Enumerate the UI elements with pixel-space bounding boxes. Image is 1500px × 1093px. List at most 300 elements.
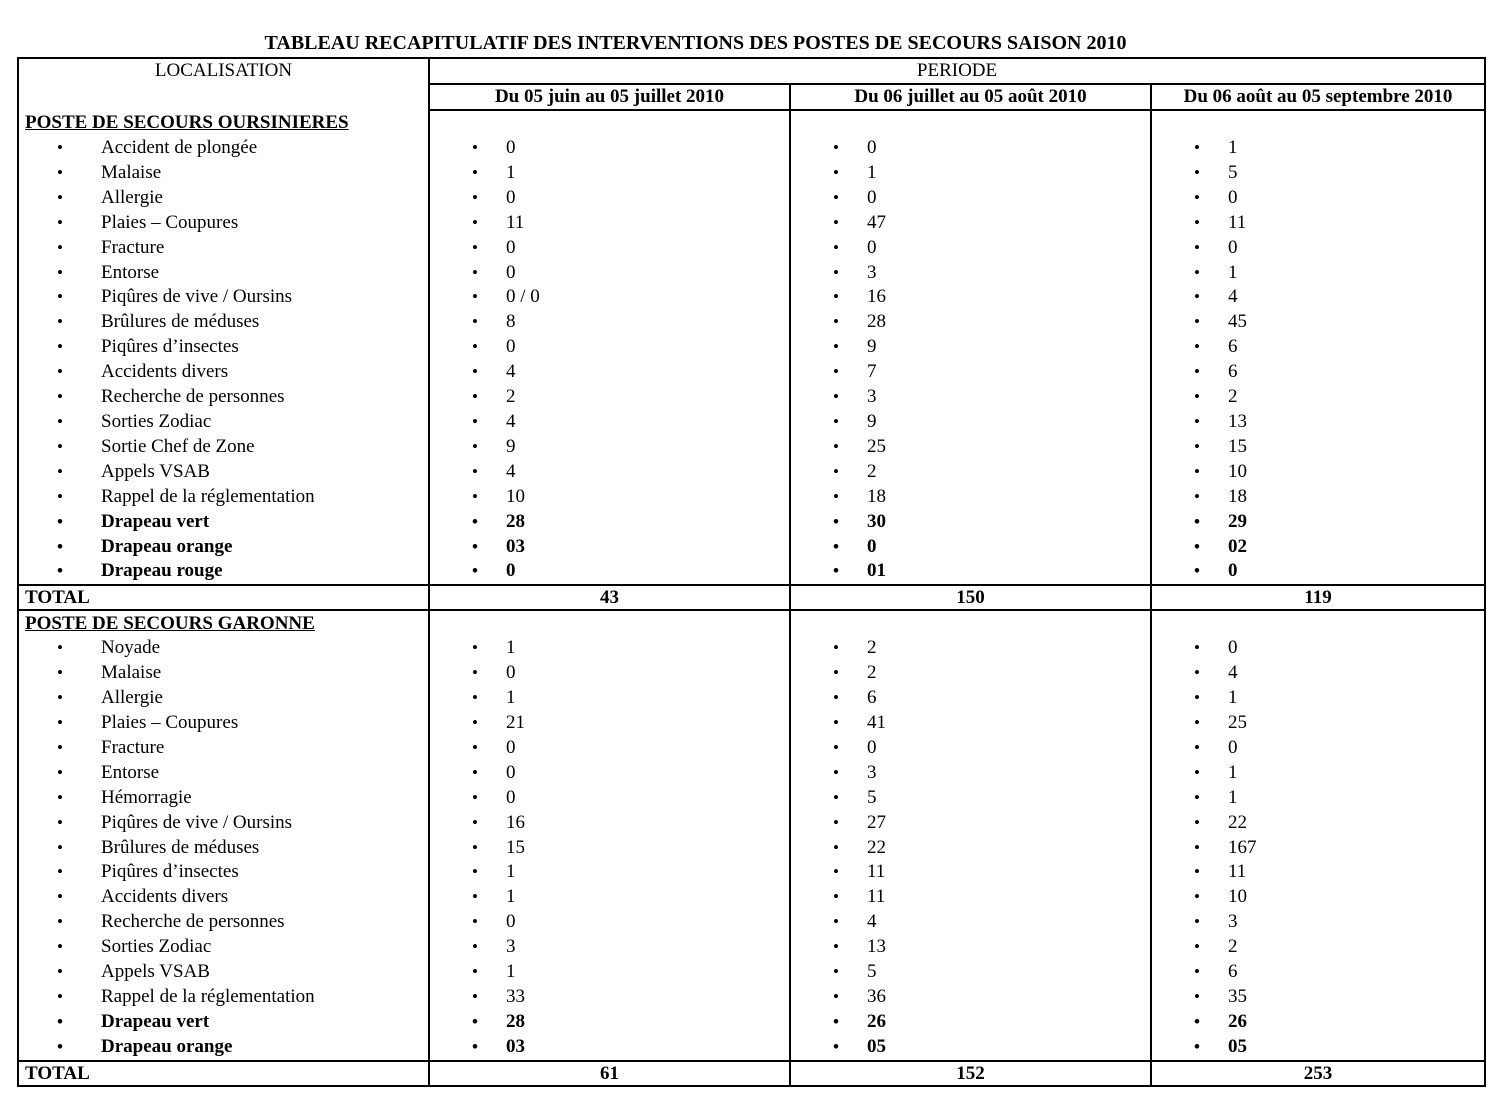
cell-value: 1 <box>506 886 516 908</box>
bullet-icon: • <box>1194 461 1200 481</box>
bullet-icon: • <box>57 337 63 357</box>
bullet-icon: • <box>472 337 478 357</box>
row-label: Sorties Zodiac <box>101 410 212 432</box>
cell-value: 28 <box>506 510 525 532</box>
table-row <box>18 636 1485 661</box>
row-label: Rappel de la réglementation <box>101 485 315 507</box>
bullet-icon: • <box>472 138 478 157</box>
bullet-icon: • <box>472 912 478 932</box>
period-header-2: Du 06 juillet au 05 août 2010 <box>790 84 1151 110</box>
cell-value: 15 <box>506 836 525 858</box>
cell-value: 1 <box>1228 137 1238 158</box>
cell-value: 0 <box>506 761 516 783</box>
cell-value: 0 <box>506 261 516 283</box>
bullet-icon: • <box>57 212 63 232</box>
cell-value: 9 <box>867 336 877 358</box>
cell-value: 3 <box>1228 911 1238 933</box>
bullet-icon: • <box>57 262 63 282</box>
total-row <box>18 585 1485 610</box>
bullet-icon: • <box>833 1036 839 1056</box>
cell-value: 05 <box>867 1035 886 1057</box>
bullet-icon: • <box>57 937 63 957</box>
bullet-icon: • <box>472 237 478 257</box>
cell-value: 18 <box>867 485 886 507</box>
total-value: 43 <box>429 585 790 610</box>
bullet-icon: • <box>1194 837 1200 857</box>
cell-value: 3 <box>867 761 877 783</box>
cell-value: 35 <box>1228 986 1247 1007</box>
cell-value: 0 <box>506 736 516 758</box>
bullet-icon: • <box>57 461 63 481</box>
cell-value: 2 <box>506 386 516 408</box>
bullet-icon: • <box>833 887 839 907</box>
cell-value: 1 <box>506 961 516 983</box>
total-row <box>18 1061 1485 1086</box>
total-value: 150 <box>790 585 1151 610</box>
cell-value: 05 <box>1228 1035 1247 1057</box>
bullet-icon: • <box>833 561 839 581</box>
bullet-icon: • <box>833 187 839 207</box>
cell-value: 33 <box>506 986 525 1007</box>
header-row-period <box>18 58 1485 84</box>
row-label: Drapeau vert <box>101 1010 210 1032</box>
bullet-icon: • <box>833 737 839 757</box>
bullet-icon: • <box>472 663 478 683</box>
row-label: Brûlures de méduses <box>101 836 260 858</box>
bullet-icon: • <box>472 287 478 307</box>
cell-value: 4 <box>1228 286 1238 308</box>
cell-value: 2 <box>867 460 877 482</box>
bullet-icon: • <box>833 212 839 232</box>
bullet-icon: • <box>833 987 839 1006</box>
bullet-icon: • <box>833 688 839 708</box>
localisation-header: LOCALISATION <box>18 58 429 110</box>
bullet-icon: • <box>472 862 478 882</box>
table-row <box>18 686 1485 711</box>
cell-value: 167 <box>1228 836 1257 858</box>
cell-value: 0 <box>506 137 516 158</box>
cell-value: 0 / 0 <box>506 286 540 308</box>
section-title: POSTE DE SECOURS OURSINIERES <box>25 112 349 133</box>
cell-value: 6 <box>1228 336 1238 358</box>
bullet-icon: • <box>1194 212 1200 232</box>
total-value: 152 <box>790 1061 1151 1086</box>
bullet-icon: • <box>833 411 839 431</box>
row-label: Piqûres de vive / Oursins <box>101 286 293 308</box>
bullet-icon: • <box>833 638 839 658</box>
cell-value: 16 <box>506 811 525 833</box>
bullet-icon: • <box>57 837 63 857</box>
bullet-icon: • <box>57 162 63 182</box>
cell-value: 4 <box>867 911 877 933</box>
bullet-icon: • <box>1194 237 1200 257</box>
bullet-icon: • <box>472 262 478 282</box>
period-header-1: Du 05 juin au 05 juillet 2010 <box>429 84 790 110</box>
bullet-icon: • <box>1194 411 1200 431</box>
cell-value: 4 <box>506 361 516 383</box>
section-title-row <box>18 110 1485 136</box>
table-row <box>18 211 1485 236</box>
cell-value: 27 <box>867 811 886 833</box>
bullet-icon: • <box>57 362 63 382</box>
cell-value: 36 <box>867 986 886 1007</box>
bullet-icon: • <box>1194 138 1200 157</box>
bullet-icon: • <box>1194 912 1200 932</box>
bullet-icon: • <box>1194 887 1200 907</box>
recap-table <box>17 57 1486 1087</box>
cell-value: 10 <box>506 485 525 507</box>
bullet-icon: • <box>57 713 63 733</box>
bullet-icon: • <box>833 287 839 307</box>
table-row <box>18 935 1485 960</box>
row-label: Entorse <box>101 261 160 283</box>
row-label: Appels VSAB <box>101 961 210 983</box>
table-row <box>18 310 1485 335</box>
total-label: TOTAL <box>18 585 429 610</box>
row-label: Drapeau vert <box>101 510 210 532</box>
row-label: Fracture <box>101 236 165 258</box>
cell-value: 1 <box>1228 761 1238 783</box>
table-row <box>18 360 1485 385</box>
table-row <box>18 136 1485 161</box>
bullet-icon: • <box>1194 987 1200 1006</box>
bullet-icon: • <box>833 262 839 282</box>
bullet-icon: • <box>57 187 63 207</box>
cell-value: 5 <box>1228 161 1238 183</box>
cell-value: 2 <box>1228 936 1238 958</box>
cell-value: 11 <box>867 886 886 908</box>
bullet-icon: • <box>472 212 478 232</box>
bullet-icon: • <box>57 1036 63 1056</box>
bullet-icon: • <box>57 1011 63 1031</box>
bullet-icon: • <box>57 436 63 456</box>
cell-value: 0 <box>1228 736 1238 758</box>
cell-value: 0 <box>867 137 877 158</box>
row-label: Fracture <box>101 736 165 758</box>
row-label: Sorties Zodiac <box>101 936 212 958</box>
bullet-icon: • <box>57 663 63 683</box>
bullet-icon: • <box>833 962 839 982</box>
row-label: Piqûres d’insectes <box>101 336 239 358</box>
table-row <box>18 186 1485 211</box>
bullet-icon: • <box>833 237 839 257</box>
bullet-icon: • <box>472 1011 478 1031</box>
bullet-icon: • <box>1194 762 1200 782</box>
bullet-icon: • <box>57 138 63 157</box>
table-row <box>18 410 1485 435</box>
cell-value: 3 <box>867 386 877 408</box>
bullet-icon: • <box>57 561 63 581</box>
cell-value: 3 <box>867 261 877 283</box>
row-label: Allergie <box>101 687 163 709</box>
bullet-icon: • <box>472 561 478 581</box>
bullet-icon: • <box>1194 486 1200 506</box>
bullet-icon: • <box>833 436 839 456</box>
bullet-icon: • <box>833 912 839 932</box>
bullet-icon: • <box>833 461 839 481</box>
cell-value: 0 <box>1228 236 1238 258</box>
bullet-icon: • <box>833 362 839 382</box>
bullet-icon: • <box>472 187 478 207</box>
cell-value: 2 <box>1228 386 1238 408</box>
table-row <box>18 736 1485 761</box>
bullet-icon: • <box>833 387 839 407</box>
bullet-icon: • <box>472 887 478 907</box>
cell-value: 0 <box>506 336 516 358</box>
cell-value: 45 <box>1228 311 1247 333</box>
cell-value: 10 <box>1228 886 1247 908</box>
cell-value: 7 <box>867 361 877 383</box>
bullet-icon: • <box>833 1011 839 1031</box>
cell-value: 10 <box>1228 460 1247 482</box>
bullet-icon: • <box>833 138 839 157</box>
cell-value: 02 <box>1228 535 1247 557</box>
bullet-icon: • <box>1194 638 1200 658</box>
cell-value: 9 <box>867 410 877 432</box>
table-row <box>18 761 1485 786</box>
row-label: Accidents divers <box>101 361 229 383</box>
bullet-icon: • <box>833 663 839 683</box>
cell-value: 4 <box>506 410 516 432</box>
cell-value: 0 <box>506 236 516 258</box>
bullet-icon: • <box>472 536 478 556</box>
table-row <box>18 711 1485 736</box>
table-row <box>18 811 1485 836</box>
bullet-icon: • <box>472 362 478 382</box>
bullet-icon: • <box>472 436 478 456</box>
cell-value: 0 <box>1228 186 1238 208</box>
cell-value: 9 <box>506 435 516 457</box>
cell-value: 0 <box>506 186 516 208</box>
bullet-icon: • <box>1194 162 1200 182</box>
bullet-icon: • <box>833 762 839 782</box>
cell-value: 1 <box>506 637 516 659</box>
cell-value: 6 <box>867 687 877 709</box>
bullet-icon: • <box>1194 561 1200 581</box>
table-row <box>18 261 1485 286</box>
cell-value: 41 <box>867 712 886 734</box>
cell-value: 25 <box>867 435 886 457</box>
bullet-icon: • <box>472 461 478 481</box>
bullet-icon: • <box>1194 962 1200 982</box>
bullet-icon: • <box>57 312 63 332</box>
cell-value: 22 <box>1228 811 1247 833</box>
row-label: Recherche de personnes <box>101 911 285 933</box>
cell-value: 4 <box>506 460 516 482</box>
row-label: Rappel de la réglementation <box>101 986 315 1007</box>
cell-value: 1 <box>1228 786 1238 808</box>
bullet-icon: • <box>57 812 63 832</box>
row-label: Noyade <box>101 637 161 659</box>
bullet-icon: • <box>1194 511 1200 531</box>
bullet-icon: • <box>472 312 478 332</box>
bullet-icon: • <box>1194 187 1200 207</box>
bullet-icon: • <box>833 511 839 531</box>
bullet-icon: • <box>1194 862 1200 882</box>
bullet-icon: • <box>472 787 478 807</box>
cell-value: 0 <box>867 186 877 208</box>
row-label: Brûlures de méduses <box>101 311 260 333</box>
bullet-icon: • <box>57 287 63 307</box>
cell-value: 11 <box>506 211 525 233</box>
cell-value: 29 <box>1228 510 1247 532</box>
bullet-icon: • <box>1194 937 1200 957</box>
row-label: Hémorragie <box>101 786 192 808</box>
bullet-icon: • <box>1194 262 1200 282</box>
table-row <box>18 435 1485 460</box>
row-label: Accident de plongée <box>101 137 258 158</box>
bullet-icon: • <box>57 912 63 932</box>
cell-value: 01 <box>867 560 886 582</box>
bullet-icon: • <box>472 688 478 708</box>
cell-value: 6 <box>1228 361 1238 383</box>
cell-value: 28 <box>867 311 886 333</box>
table-row <box>18 786 1485 811</box>
cell-value: 03 <box>506 1035 525 1057</box>
cell-value: 0 <box>1228 560 1238 582</box>
bullet-icon: • <box>1194 737 1200 757</box>
cell-value: 22 <box>867 836 886 858</box>
cell-value: 4 <box>1228 662 1238 684</box>
bullet-icon: • <box>1194 1011 1200 1031</box>
bullet-icon: • <box>472 411 478 431</box>
bullet-icon: • <box>1194 1036 1200 1056</box>
table-row <box>18 661 1485 686</box>
table-row <box>18 985 1485 1010</box>
bullet-icon: • <box>57 237 63 257</box>
total-value: 253 <box>1151 1061 1485 1086</box>
table-row <box>18 559 1485 585</box>
table-row <box>18 335 1485 360</box>
bullet-icon: • <box>1194 362 1200 382</box>
bullet-icon: • <box>57 511 63 531</box>
table-row <box>18 385 1485 410</box>
bullet-icon: • <box>833 937 839 957</box>
bullet-icon: • <box>472 987 478 1006</box>
cell-value: 0 <box>1228 637 1238 659</box>
cell-value: 2 <box>867 637 877 659</box>
cell-value: 03 <box>506 535 525 557</box>
cell-value: 15 <box>1228 435 1247 457</box>
cell-value: 28 <box>506 1010 525 1032</box>
total-value: 119 <box>1151 585 1485 610</box>
bullet-icon: • <box>57 688 63 708</box>
bullet-icon: • <box>1194 436 1200 456</box>
bullet-icon: • <box>57 536 63 556</box>
total-value: 61 <box>429 1061 790 1086</box>
cell-value: 21 <box>506 712 525 734</box>
row-label: Piqûres d’insectes <box>101 861 239 883</box>
section-title: POSTE DE SECOURS GARONNE <box>25 613 315 635</box>
row-label: Drapeau rouge <box>101 560 223 582</box>
table-row <box>18 910 1485 935</box>
cell-value: 18 <box>1228 485 1247 507</box>
cell-value: 16 <box>867 286 886 308</box>
table-row <box>18 161 1485 186</box>
bullet-icon: • <box>833 862 839 882</box>
bullet-icon: • <box>833 837 839 857</box>
bullet-icon: • <box>472 486 478 506</box>
document-title: TABLEAU RECAPITULATIF DES INTERVENTIONS DES POSTES DE SECOURS SAISON 2010 <box>264 32 1127 54</box>
bullet-icon: • <box>472 638 478 658</box>
bullet-icon: • <box>57 737 63 757</box>
cell-value: 13 <box>1228 410 1247 432</box>
bullet-icon: • <box>1194 787 1200 807</box>
cell-value: 0 <box>867 535 877 557</box>
cell-value: 5 <box>867 961 877 983</box>
bullet-icon: • <box>472 812 478 832</box>
cell-value: 0 <box>506 786 516 808</box>
table-row <box>18 510 1485 535</box>
section-title-row <box>18 610 1485 636</box>
table-row <box>18 535 1485 560</box>
row-label: Appels VSAB <box>101 460 210 482</box>
bullet-icon: • <box>472 762 478 782</box>
table-row <box>18 485 1485 510</box>
cell-value: 0 <box>867 736 877 758</box>
cell-value: 11 <box>867 861 886 883</box>
row-label: Drapeau orange <box>101 1035 233 1057</box>
bullet-icon: • <box>472 511 478 531</box>
row-label: Entorse <box>101 761 160 783</box>
total-label: TOTAL <box>18 1061 429 1086</box>
bullet-icon: • <box>1194 287 1200 307</box>
row-label: Sortie Chef de Zone <box>101 435 255 457</box>
bullet-icon: • <box>1194 337 1200 357</box>
bullet-icon: • <box>1194 812 1200 832</box>
cell-value: 5 <box>867 786 877 808</box>
bullet-icon: • <box>57 387 63 407</box>
bullet-icon: • <box>833 812 839 832</box>
cell-value: 11 <box>1228 211 1247 233</box>
row-label: Malaise <box>101 161 162 183</box>
cell-value: 0 <box>506 662 516 684</box>
bullet-icon: • <box>57 887 63 907</box>
bullet-icon: • <box>833 787 839 807</box>
bullet-icon: • <box>1194 713 1200 733</box>
bullet-icon: • <box>472 1036 478 1056</box>
table-row <box>18 1010 1485 1035</box>
cell-value: 26 <box>867 1010 886 1032</box>
bullet-icon: • <box>1194 663 1200 683</box>
row-label: Accidents divers <box>101 886 229 908</box>
bullet-icon: • <box>57 862 63 882</box>
cell-value: 0 <box>506 911 516 933</box>
cell-value: 8 <box>506 311 516 333</box>
bullet-icon: • <box>472 937 478 957</box>
table-row <box>18 960 1485 985</box>
cell-value: 1 <box>506 861 516 883</box>
bullet-icon: • <box>57 486 63 506</box>
bullet-icon: • <box>57 962 63 982</box>
table-row <box>18 236 1485 261</box>
cell-value: 3 <box>506 936 516 958</box>
bullet-icon: • <box>833 162 839 182</box>
row-label: Allergie <box>101 186 163 208</box>
bullet-icon: • <box>833 536 839 556</box>
table-row <box>18 285 1485 310</box>
cell-value: 1 <box>1228 687 1238 709</box>
cell-value: 0 <box>506 560 516 582</box>
cell-value: 26 <box>1228 1010 1247 1032</box>
cell-value: 25 <box>1228 712 1247 734</box>
bullet-icon: • <box>1194 536 1200 556</box>
bullet-icon: • <box>833 486 839 506</box>
cell-value: 13 <box>867 936 886 958</box>
row-label: Plaies – Coupures <box>101 712 239 734</box>
bullet-icon: • <box>472 387 478 407</box>
table-row <box>18 460 1485 485</box>
